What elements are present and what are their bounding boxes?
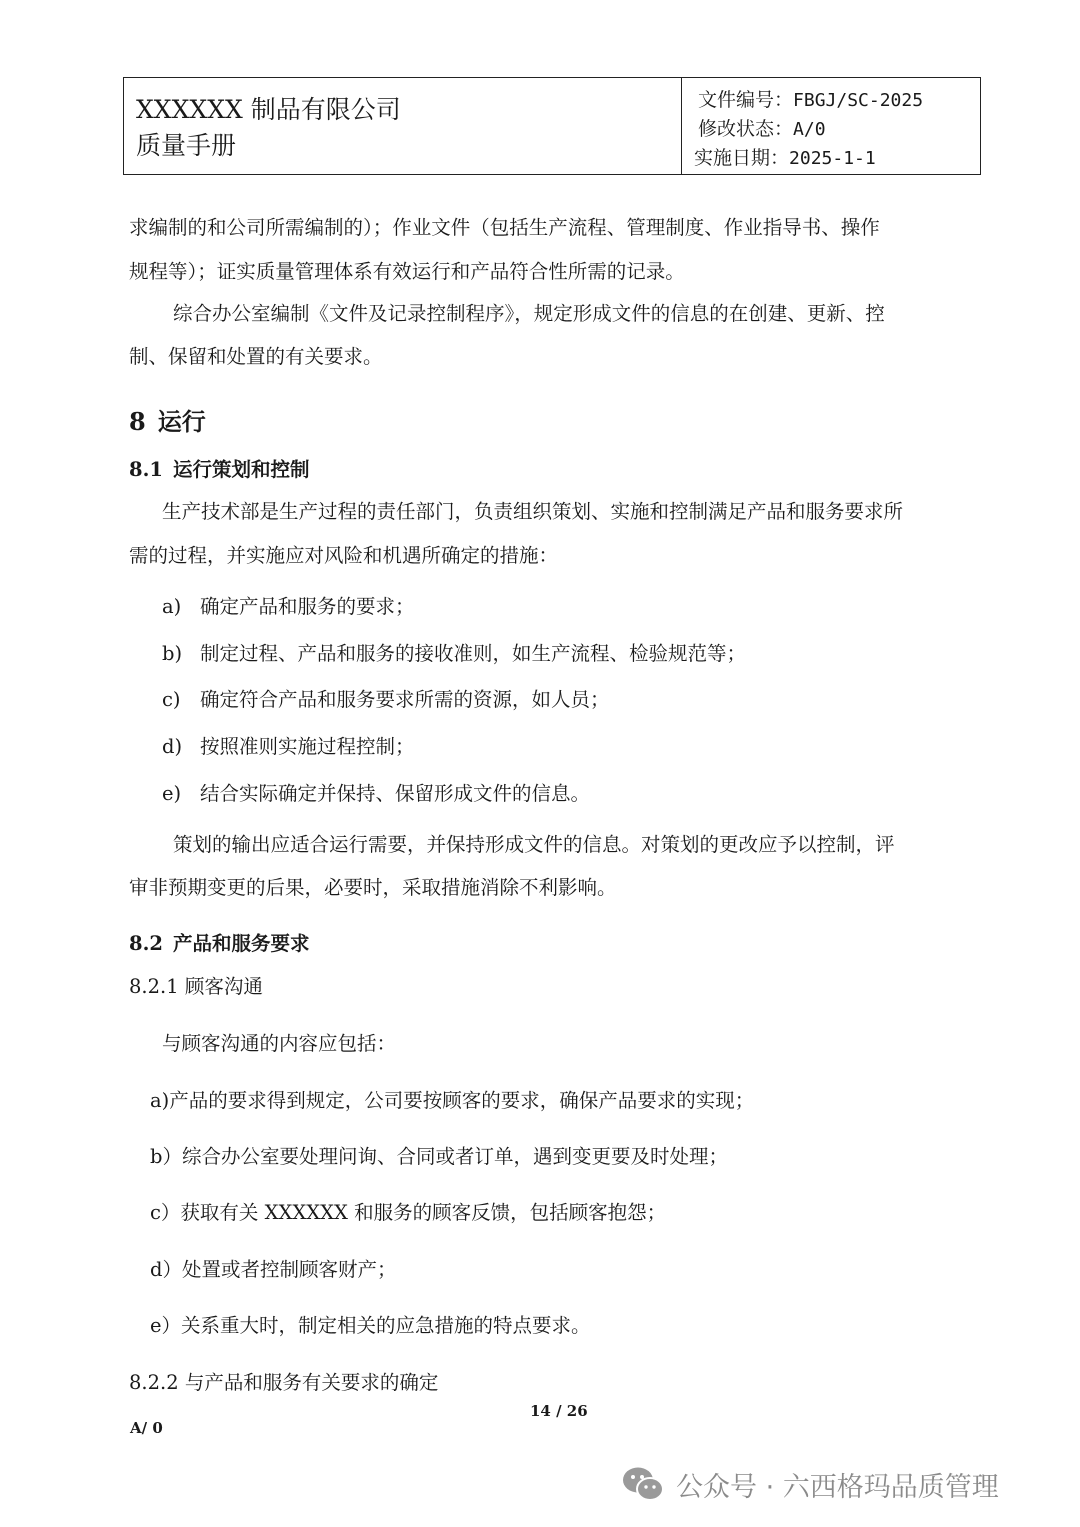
company-name: XXXXXX 制品有限公司 (136, 95, 401, 124)
header-right-cell (682, 78, 980, 174)
watermark (622, 1462, 999, 1506)
footer-revision: A/ 0 (130, 1419, 163, 1437)
intro-line-4: 制、保留和处置的有关要求。 (129, 345, 383, 368)
section-8-1-title: 运行策划和控制 (172, 458, 310, 481)
section-8-1-heading (129, 454, 309, 482)
list-item: c）获取有关 XXXXXX 和服务的顾客反馈，包括顾客抱怨； (150, 1201, 667, 1224)
list-item: c) 确定符合产品和服务要求所需的资源，如人员； (162, 688, 610, 711)
effective-date-value: 2025-1-1 (789, 148, 876, 169)
revision-label: 修改状态： (698, 118, 794, 140)
section-8-2-title: 产品和服务要求 (172, 932, 310, 955)
section-8-2-intro: 与顾客沟通的内容应包括： (162, 1032, 397, 1055)
section-8-2-2-heading: 8.2.2 与产品和服务有关要求的确定 (129, 1371, 439, 1394)
header-left-cell (124, 78, 682, 174)
section-8-number: 8 (129, 407, 146, 436)
list-item: b) 制定过程、产品和服务的接收准则，如生产流程、检验规范等； (162, 642, 747, 665)
intro-line-1: 求编制的和公司所需编制的）；作业文件（包括生产流程、管理制度、作业指导书、操作 (129, 216, 880, 239)
intro-line-2: 规程等）；证实质量管理体系有效运行和产品符合性所需的记录。 (129, 260, 685, 283)
list-item: d) 按照准则实施过程控制； (162, 735, 415, 758)
section-8-1-number: 8.1 (129, 458, 163, 481)
revision-row (694, 115, 980, 144)
watermark-text: 公众号 · 六西格玛品质管理 (676, 1471, 999, 1503)
list-item: e）关系重大时，制定相关的应急措施的特点要求。 (150, 1314, 591, 1337)
revision-value: A/0 (793, 119, 826, 140)
doc-number-value: FBGJ/SC-2025 (793, 90, 924, 111)
intro-line-3: 综合办公室编制《文件及记录控制程序》，规定形成文件的信息的在创建、更新、控 (173, 302, 885, 325)
list-item: a) 确定产品和服务的要求； (162, 595, 415, 618)
page-number: 14 / 26 (530, 1402, 588, 1420)
doc-number-row (694, 86, 980, 115)
section-8-2-number: 8.2 (129, 932, 163, 955)
doc-number-label: 文件编号： (698, 89, 794, 111)
effective-date-row (694, 144, 980, 173)
section-8-heading (129, 402, 206, 437)
list-item: d）处置或者控制顾客财产； (150, 1258, 397, 1281)
list-item: a)产品的要求得到规定，公司要按顾客的要求，确保产品要求的实现； (150, 1089, 755, 1112)
document-header (123, 77, 981, 175)
section-8-1-para-3: 策划的输出应适合运行需要，并保持形成文件的信息。对策划的更改应予以控制，评 (173, 833, 895, 856)
section-8-2-1-heading: 8.2.1 顾客沟通 (129, 975, 263, 998)
list-item: b）综合办公室要处理问询、合同或者订单，遇到变更要及时处理； (150, 1145, 728, 1168)
section-8-1-para-1: 生产技术部是生产过程的责任部门，负责组织策划、实施和控制满足产品和服务要求所 (162, 500, 904, 523)
section-8-title: 运行 (157, 408, 206, 436)
section-8-1-para-2: 需的过程，并实施应对风险和机遇所确定的措施： (129, 544, 559, 567)
section-8-1-para-4: 审非预期变更的后果，必要时，采取措施消除不利影响。 (129, 876, 617, 899)
effective-date-label: 实施日期： (694, 147, 790, 169)
section-8-2-heading (129, 928, 309, 956)
manual-title: 质量手册 (136, 131, 237, 160)
list-item: e) 结合实际确定并保持、保留形成文件的信息。 (162, 782, 591, 805)
wechat-icon (622, 1466, 664, 1502)
